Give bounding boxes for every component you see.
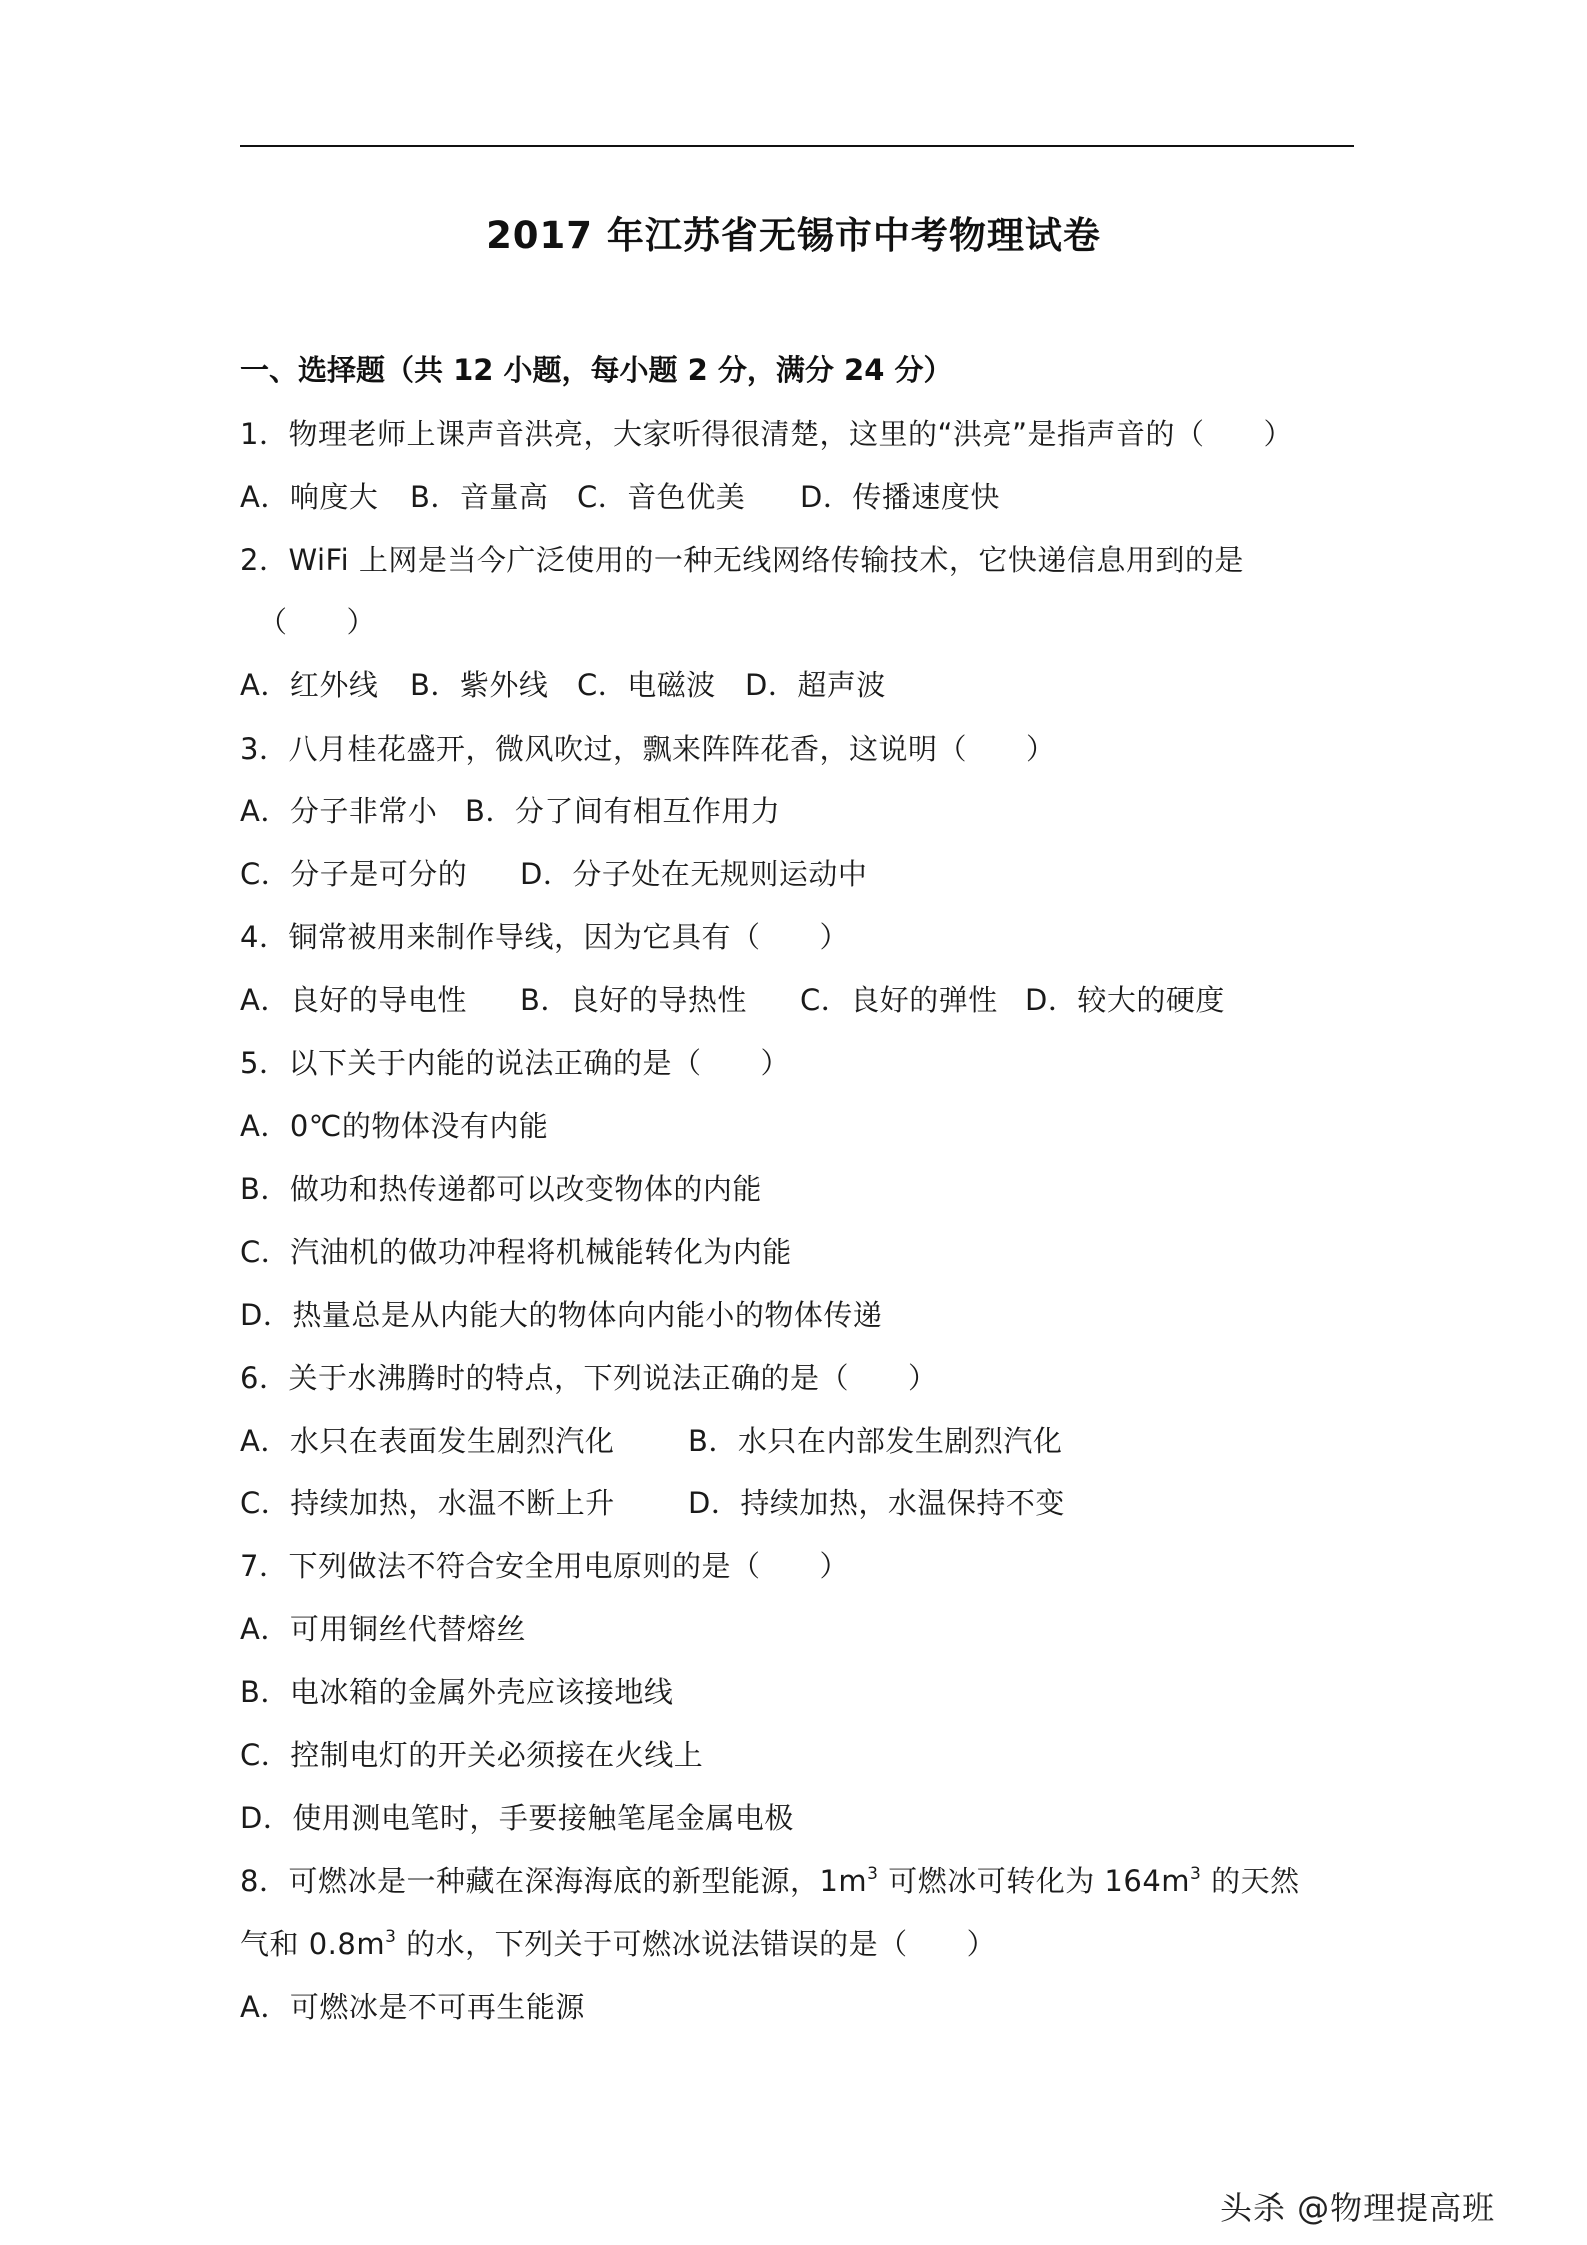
q8-stem2-part2: 的水，下列关于可燃冰说法错误的是（ ） xyxy=(396,1927,997,1961)
q7-option-b: B．电冰箱的金属外壳应该接地线 xyxy=(240,1675,674,1709)
watermark-text: 头杀 @物理提高班 xyxy=(1220,2189,1496,2227)
q1-option-b: B．音量高 xyxy=(410,480,549,514)
q4-option-d: D．较大的硬度 xyxy=(1025,983,1225,1017)
q5-option-a: A．0℃的物体没有内能 xyxy=(240,1109,549,1143)
page-title: 2017 年江苏省无锡市中考物理试卷 xyxy=(486,214,1101,257)
q8-stem2-part1: 气和 0.8m xyxy=(240,1927,386,1961)
q4-option-c: C．良好的弹性 xyxy=(800,983,998,1017)
question-3-stem: 3．八月桂花盛开，微风吹过，飘来阵阵花香，这说明（ ） xyxy=(240,732,1056,766)
q3-option-b: B．分了间有相互作用力 xyxy=(465,794,781,828)
q8-sup-3: 3 xyxy=(385,1927,397,1947)
q5-option-c: C．汽油机的做功冲程将机械能转化为内能 xyxy=(240,1235,792,1269)
q7-option-d: D．使用测电笔时，手要接触笔尾金属电极 xyxy=(240,1801,794,1835)
question-5-stem: 5．以下关于内能的说法正确的是（ ） xyxy=(240,1046,790,1080)
question-7-stem: 7．下列做法不符合安全用电原则的是（ ） xyxy=(240,1549,849,1583)
q2-option-b: B．紫外线 xyxy=(410,668,549,702)
question-8-stem xyxy=(240,1859,1300,1900)
q3-option-c: C．分子是可分的 xyxy=(240,857,468,891)
q2-option-c: C．电磁波 xyxy=(577,668,716,702)
q8-stem-part1: 8．可燃冰是一种藏在深海海底的新型能源，1m xyxy=(240,1864,868,1898)
q7-option-a: A．可用铜丝代替熔丝 xyxy=(240,1612,526,1646)
q6-option-c: C．持续加热，水温不断上升 xyxy=(240,1486,615,1520)
q6-option-d: D．持续加热，水温保持不变 xyxy=(688,1486,1065,1520)
q5-option-b: B．做功和热传递都可以改变物体的内能 xyxy=(240,1172,762,1206)
q6-option-b: B．水只在内部发生剧烈汽化 xyxy=(688,1424,1063,1458)
q5-option-d: D．热量总是从内能大的物体向内能小的物体传递 xyxy=(240,1298,883,1332)
q3-option-a: A．分子非常小 xyxy=(240,794,438,828)
header-rule xyxy=(240,145,1354,147)
q1-option-a: A．响度大 xyxy=(240,480,379,514)
q6-option-a: A．水只在表面发生剧烈汽化 xyxy=(240,1424,615,1458)
question-1-stem: 1．物理老师上课声音洪亮，大家听得很清楚，这里的“洪亮”是指声音的（ ） xyxy=(240,417,1293,451)
q8-option-a: A．可燃冰是不可再生能源 xyxy=(240,1990,585,2024)
q7-option-c: C．控制电灯的开关必须接在火线上 xyxy=(240,1738,704,1772)
q8-stem-part2: 可燃冰可转化为 164m xyxy=(878,1864,1191,1898)
q4-option-a: A．良好的导电性 xyxy=(240,983,467,1017)
question-6-stem: 6．关于水沸腾时的特点，下列说法正确的是（ ） xyxy=(240,1361,938,1395)
q1-option-d: D．传播速度快 xyxy=(800,480,1000,514)
q3-option-d: D．分子处在无规则运动中 xyxy=(520,857,868,891)
question-2-stem: 2．WiFi 上网是当今广泛使用的一种无线网络传输技术，它快递信息用到的是 xyxy=(240,543,1244,577)
section-heading: 一、选择题（共 12 小题，每小题 2 分，满分 24 分） xyxy=(240,353,953,387)
q2-option-d: D．超声波 xyxy=(745,668,886,702)
question-2-stem-cont: （ ） xyxy=(258,605,377,639)
question-8-stem-cont xyxy=(240,1922,996,1963)
q8-sup-2: 3 xyxy=(1190,1864,1202,1884)
question-4-stem: 4．铜常被用来制作导线，因为它具有（ ） xyxy=(240,920,849,954)
q8-stem-part3: 的天然 xyxy=(1201,1864,1300,1898)
q4-option-b: B．良好的导热性 xyxy=(520,983,747,1017)
q2-option-a: A．红外线 xyxy=(240,668,379,702)
q1-option-c: C．音色优美 xyxy=(577,480,746,514)
q8-sup-1: 3 xyxy=(867,1864,879,1884)
